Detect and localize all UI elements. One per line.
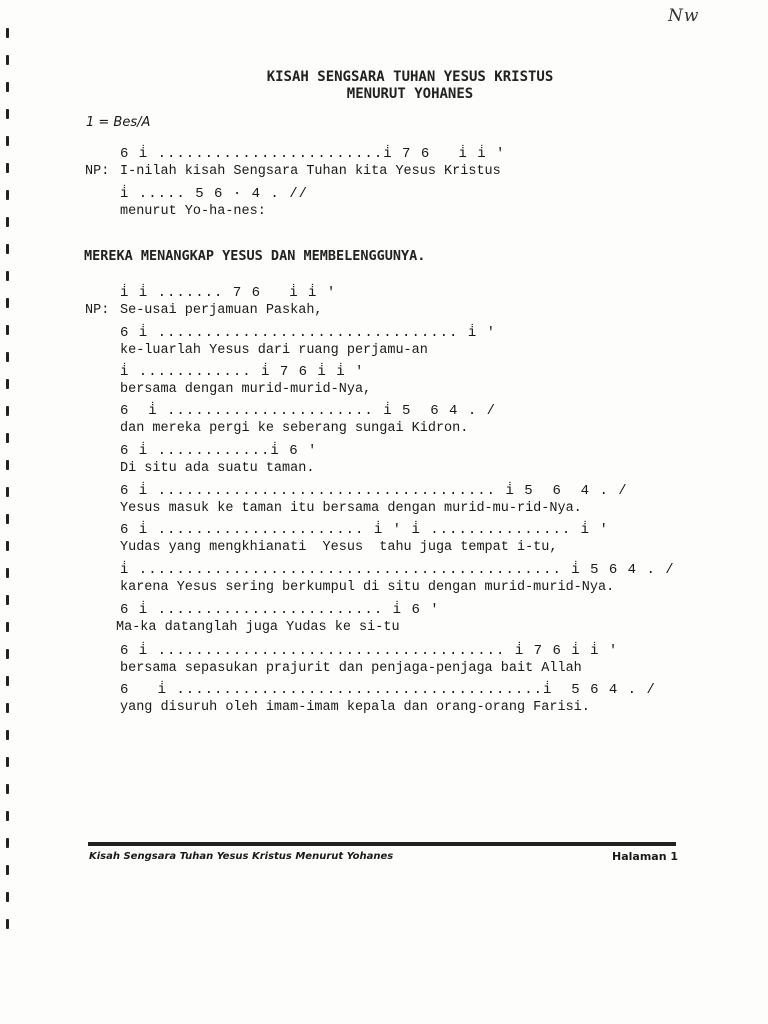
binding-mark xyxy=(6,433,9,443)
notation-line: 6 i̇ ................................ i̇ ' xyxy=(120,325,497,341)
binding-mark xyxy=(6,838,9,848)
key-signature: 1 = Bes/A xyxy=(86,115,151,130)
lyric-line: bersama sepasukan prajurit dan penjaga-penjaga bait Allah xyxy=(120,661,582,676)
notation-line: i̇ i̇ ....... 7 6 i̇ i̇ ' xyxy=(120,285,337,301)
notation-line: 6 i̇ .......................................i̇ 5 6 4 . / xyxy=(120,682,656,698)
binding-mark xyxy=(6,244,9,254)
binding-mark xyxy=(6,919,9,929)
lyric-line: dan mereka pergi ke seberang sungai Kidron. xyxy=(120,421,469,436)
section-speaker-label: NP: xyxy=(85,303,110,318)
page-number: Halaman 1 xyxy=(612,850,679,863)
binding-mark xyxy=(6,541,9,551)
binding-mark xyxy=(6,784,9,794)
lyric-line: Se-usai perjamuan Paskah, xyxy=(120,303,323,318)
binding-mark xyxy=(6,136,9,146)
binding-mark xyxy=(6,163,9,173)
handwritten-note: Nw xyxy=(668,6,700,26)
binding-mark xyxy=(6,352,9,362)
binding-mark xyxy=(6,109,9,119)
notation-line: 6 i̇ ..................................... i̇ 7 6 i̇ i̇ ' xyxy=(120,643,619,659)
binding-mark xyxy=(6,55,9,65)
notation-line: i̇ ............................................. i̇ 5 6 4 . / xyxy=(120,562,675,578)
binding-mark xyxy=(6,28,9,38)
binding-mark xyxy=(6,82,9,92)
lyric-line: bersama dengan murid-murid-Nya, xyxy=(120,382,372,397)
lyric-line: I-nilah kisah Sengsara Tuhan kita Yesus Kristus xyxy=(120,164,501,179)
lyric-line: Yesus masuk ke taman itu bersama dengan murid-mu-rid-Nya. xyxy=(120,501,582,516)
lyric-line: karena Yesus sering berkumpul di situ dengan murid-murid-Nya. xyxy=(120,580,615,595)
binding-mark xyxy=(6,568,9,578)
lyric-line: Yudas yang mengkhianati Yesus tahu juga tempat i-tu, xyxy=(120,540,558,555)
binding-mark xyxy=(6,595,9,605)
page-title-line1: KISAH SENGSARA TUHAN YESUS KRISTUS xyxy=(266,69,554,85)
binding-mark xyxy=(6,325,9,335)
binding-mark xyxy=(6,298,9,308)
page-title-line2: MENURUT YOHANES xyxy=(346,86,474,102)
binding-mark xyxy=(6,190,9,200)
binding-mark xyxy=(6,460,9,470)
binding-mark xyxy=(6,703,9,713)
lyric-line: ke-luarlah Yesus dari ruang perjamu-an xyxy=(120,343,428,358)
binding-mark xyxy=(6,217,9,227)
binding-mark xyxy=(6,865,9,875)
notation-line: 6 i̇ ...................... i̇ 5 6 4 . / xyxy=(120,403,497,419)
binding-mark xyxy=(6,730,9,740)
lyric-line: menurut Yo-ha-nes: xyxy=(120,204,266,219)
notation-line: 6 i̇ .................................... i̇ 5 6 4 . / xyxy=(120,483,628,499)
binding-mark xyxy=(6,676,9,686)
intro-speaker-label: NP: xyxy=(85,164,110,179)
binding-mark xyxy=(6,514,9,524)
notation-line: 6 i̇ ............i̇ 6 ' xyxy=(120,443,318,459)
binding-mark xyxy=(6,649,9,659)
binding-mark xyxy=(6,811,9,821)
binding-mark xyxy=(6,379,9,389)
binding-mark xyxy=(6,757,9,767)
notation-line: i̇ ............ i̇ 7 6 i̇ i̇ ' xyxy=(120,364,365,380)
notation-line: 6 i̇ ........................i̇ 7 6 i̇ i̇ ' xyxy=(120,146,506,162)
notation-line: i̇ ..... 5 6 · 4 . // xyxy=(120,186,309,202)
binding-mark xyxy=(6,892,9,902)
binding-mark xyxy=(6,487,9,497)
lyric-line: yang disuruh oleh imam-imam kepala dan orang-orang Farisi. xyxy=(120,700,590,715)
lyric-line: Di situ ada suatu taman. xyxy=(120,461,315,476)
notation-line: 6 i̇ ...................... i̇ ' i̇ ............... i̇ ' xyxy=(120,522,609,538)
binding-holes xyxy=(6,0,14,1024)
footer-title: Kisah Sengsara Tuhan Yesus Kristus Menurut Yohanes xyxy=(89,851,394,862)
binding-mark xyxy=(6,622,9,632)
footer-divider xyxy=(88,842,676,846)
lyric-line: Ma-ka datanglah juga Yudas ke si-tu xyxy=(116,620,400,635)
binding-mark xyxy=(6,271,9,281)
notation-line: 6 i̇ ........................ i̇ 6 ' xyxy=(120,602,440,618)
section-heading: MEREKA MENANGKAP YESUS DAN MEMBELENGGUNYA. xyxy=(84,248,426,264)
binding-mark xyxy=(6,406,9,416)
